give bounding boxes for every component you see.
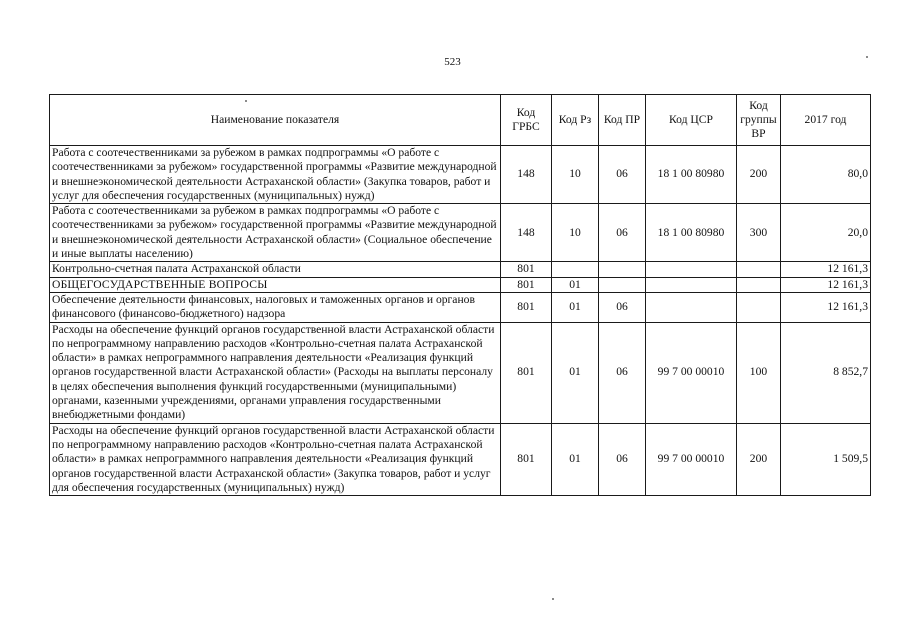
row-vr bbox=[737, 292, 781, 322]
row-amount: 12 161,3 bbox=[781, 292, 871, 322]
row-csr bbox=[646, 277, 737, 292]
row-rz: 10 bbox=[552, 204, 599, 262]
row-pr: 06 bbox=[599, 322, 646, 423]
row-name: Расходы на обеспечение функций органов государственной власти Астраханской области по непрограммному направлению расходов «Контрольно-счетная палата Астраханской области» в рамках непрограммного направления деятельности «Реализация функций органов государственной власти Астраханской области» (Расходы на выплаты персоналу в целях обеспечения выполнения функций государственными (муниципальными) органами, казенными учреждениями, органами управления государственными внебюджетными фондами) bbox=[50, 322, 501, 423]
scan-speck bbox=[552, 598, 554, 600]
row-grbs: 148 bbox=[501, 204, 552, 262]
row-name: Контрольно-счетная палата Астраханской области bbox=[50, 262, 501, 277]
header-grbs: Код ГРБС bbox=[501, 95, 552, 146]
row-csr: 18 1 00 80980 bbox=[646, 204, 737, 262]
scan-speck bbox=[866, 56, 868, 58]
row-pr: 06 bbox=[599, 204, 646, 262]
row-name: Обеспечение деятельности финансовых, налоговых и таможенных органов и органов финансового (финансово-бюджетного) надзора bbox=[50, 292, 501, 322]
table-row bbox=[50, 322, 871, 423]
row-rz: 01 bbox=[552, 423, 599, 495]
row-grbs: 801 bbox=[501, 423, 552, 495]
row-rz: 10 bbox=[552, 146, 599, 204]
row-rz: 01 bbox=[552, 277, 599, 292]
row-csr bbox=[646, 262, 737, 277]
header-csr: Код ЦСР bbox=[646, 95, 737, 146]
table-row bbox=[50, 292, 871, 322]
row-grbs: 148 bbox=[501, 146, 552, 204]
header-name: Наименование показателя bbox=[50, 95, 501, 146]
row-vr: 200 bbox=[737, 146, 781, 204]
table-row bbox=[50, 146, 871, 204]
row-pr: 06 bbox=[599, 292, 646, 322]
row-vr: 100 bbox=[737, 322, 781, 423]
header-pr: Код ПР bbox=[599, 95, 646, 146]
row-csr bbox=[646, 292, 737, 322]
row-amount: 20,0 bbox=[781, 204, 871, 262]
row-name: Работа с соотечественниками за рубежом в рамках подпрограммы «О работе с соотечественниками за рубежом» государственной программы «Развитие международной и внешнеэкономической деятельности Астраханской области» (Социальное обеспечение и иные выплаты населению) bbox=[50, 204, 501, 262]
row-name: Работа с соотечественниками за рубежом в рамках подпрограммы «О работе с соотечественниками за рубежом» государственной программы «Развитие международной и внешнеэкономической деятельности Астраханской области» (Закупка товаров, работ и услуг для обеспечения государственных (муниципальных) нужд) bbox=[50, 146, 501, 204]
row-rz bbox=[552, 262, 599, 277]
row-vr bbox=[737, 262, 781, 277]
scan-speck bbox=[245, 100, 247, 102]
row-amount: 1 509,5 bbox=[781, 423, 871, 495]
budget-table bbox=[49, 94, 871, 496]
row-amount: 80,0 bbox=[781, 146, 871, 204]
table-row bbox=[50, 423, 871, 495]
row-rz: 01 bbox=[552, 322, 599, 423]
row-rz: 01 bbox=[552, 292, 599, 322]
row-name: Расходы на обеспечение функций органов государственной власти Астраханской области по непрограммному направлению расходов «Контрольно-счетная палата Астраханской области» в рамках непрограммного направления деятельности «Реализация функций органов государственной власти Астраханской области» (Закупка товаров, работ и услуг для обеспечения государственных (муниципальных) нужд) bbox=[50, 423, 501, 495]
row-pr bbox=[599, 277, 646, 292]
row-grbs: 801 bbox=[501, 292, 552, 322]
row-vr: 300 bbox=[737, 204, 781, 262]
row-amount: 8 852,7 bbox=[781, 322, 871, 423]
table-header bbox=[50, 95, 871, 146]
row-pr: 06 bbox=[599, 423, 646, 495]
header-vr: Код группы ВР bbox=[737, 95, 781, 146]
row-csr: 99 7 00 00010 bbox=[646, 423, 737, 495]
row-amount: 12 161,3 bbox=[781, 277, 871, 292]
row-grbs: 801 bbox=[501, 262, 552, 277]
row-csr: 99 7 00 00010 bbox=[646, 322, 737, 423]
header-year: 2017 год bbox=[781, 95, 871, 146]
table-row bbox=[50, 262, 871, 277]
row-pr bbox=[599, 262, 646, 277]
row-name: ОБЩЕГОСУДАРСТВЕННЫЕ ВОПРОСЫ bbox=[50, 277, 501, 292]
row-csr: 18 1 00 80980 bbox=[646, 146, 737, 204]
row-vr: 200 bbox=[737, 423, 781, 495]
header-rz: Код Рз bbox=[552, 95, 599, 146]
row-grbs: 801 bbox=[501, 322, 552, 423]
page-number: 523 bbox=[444, 56, 461, 68]
table-row bbox=[50, 204, 871, 262]
row-amount: 12 161,3 bbox=[781, 262, 871, 277]
row-pr: 06 bbox=[599, 146, 646, 204]
row-grbs: 801 bbox=[501, 277, 552, 292]
row-vr bbox=[737, 277, 781, 292]
table-row bbox=[50, 277, 871, 292]
